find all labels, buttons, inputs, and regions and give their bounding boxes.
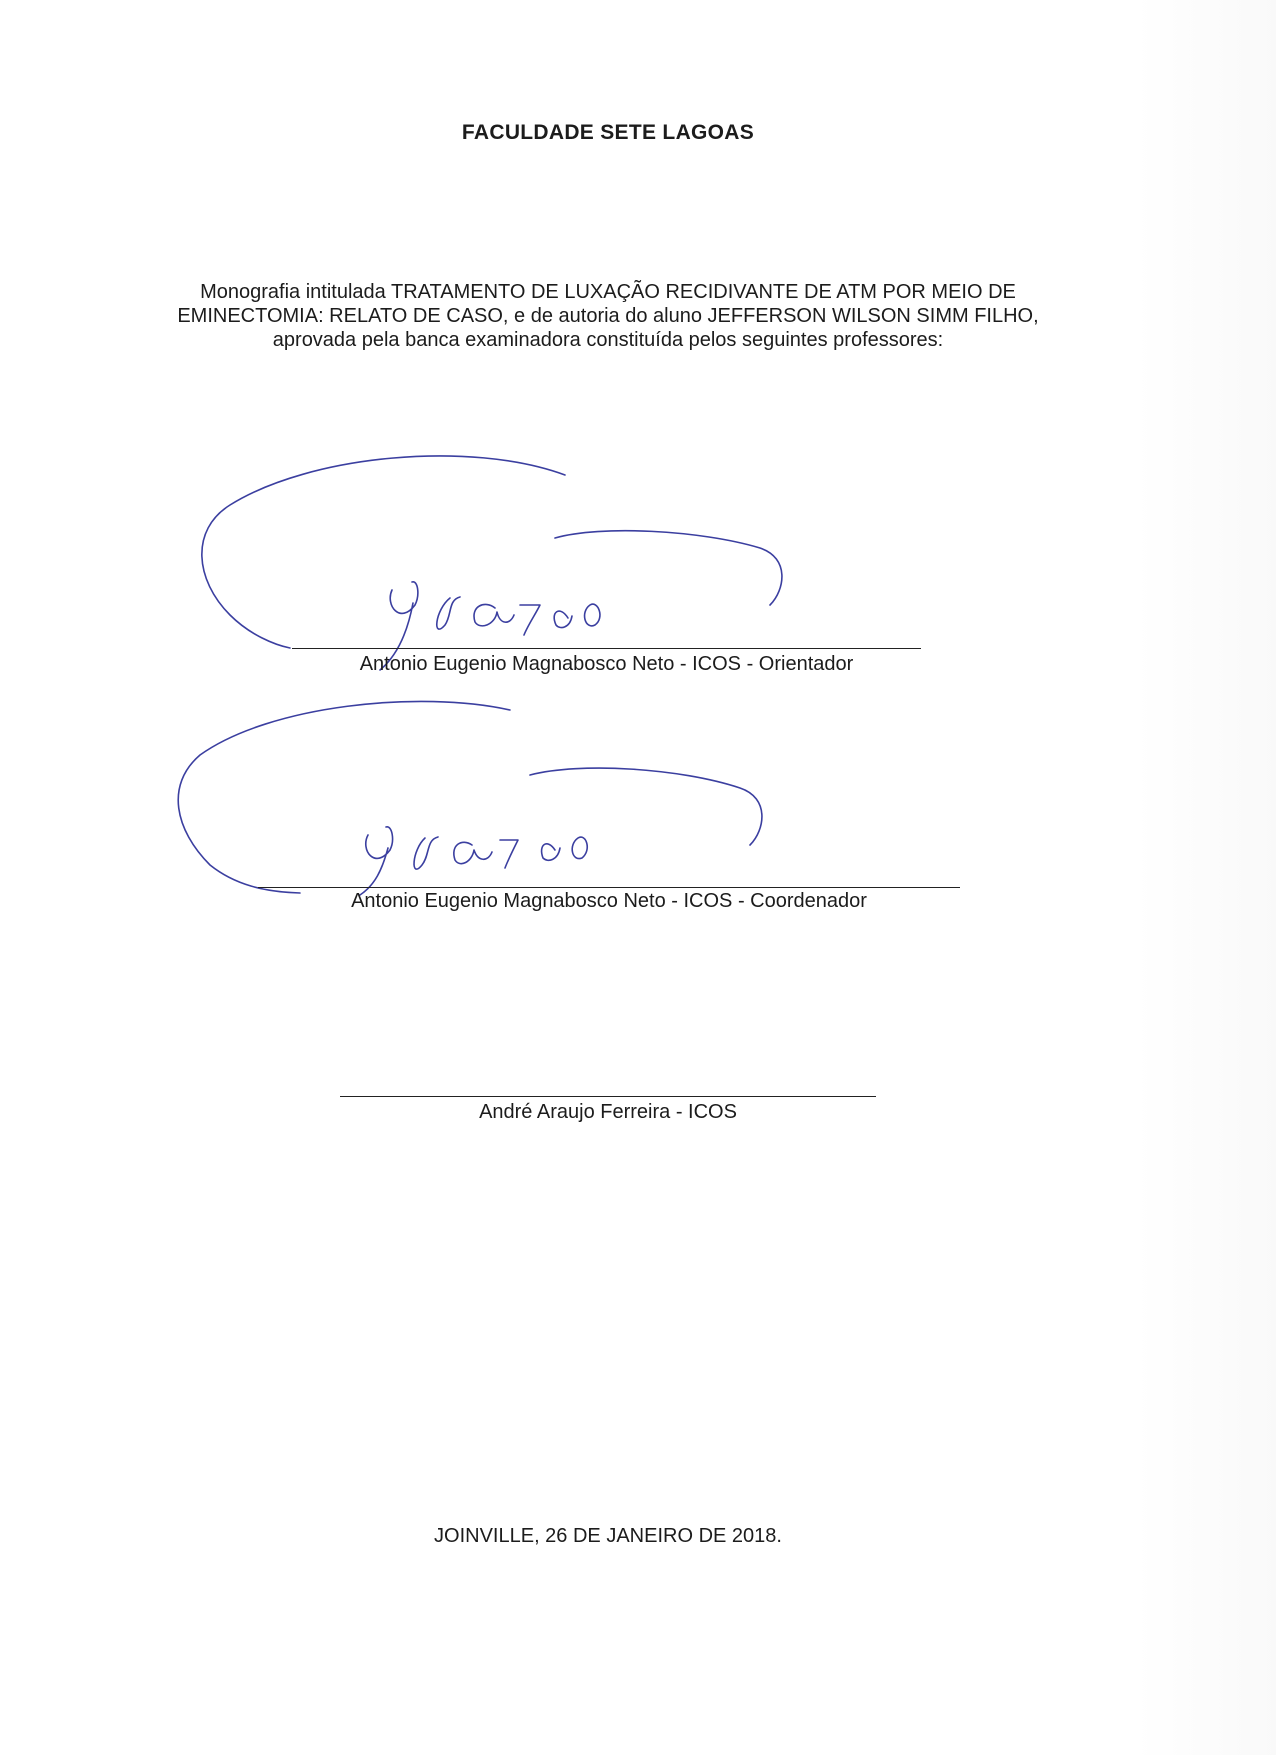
signatory-name-orientador: Antonio Eugenio Magnabosco Neto - ICOS - Orientador [359,653,854,675]
signatory-name-examiner: André Araujo Ferreira - ICOS [479,1101,737,1123]
signature-line-orientador [292,648,921,649]
signatory-name-coordenador: Antonio Eugenio Magnabosco Neto - ICOS - Coordenador [351,890,867,912]
place-and-date: JOINVILLE, 26 DE JANEIRO DE 2018. [434,1525,782,1547]
approval-statement: Monografia intitulada TRATAMENTO DE LUXAÇÃO RECIDIVANTE DE ATM POR MEIO DE EMINECTOMIA: RELATO DE CASO, e de autoria do aluno JEFFERSON WILSON SIMM FILHO, aprovada pela banca examinadora constituída pelos seguintes professores: [177,281,1039,351]
signature-line-examiner [340,1096,876,1097]
institution-title: FACULDADE SETE LAGOAS [461,121,755,144]
signature-line-coordenador [258,887,960,888]
scan-edge-shade [1136,0,1276,1755]
